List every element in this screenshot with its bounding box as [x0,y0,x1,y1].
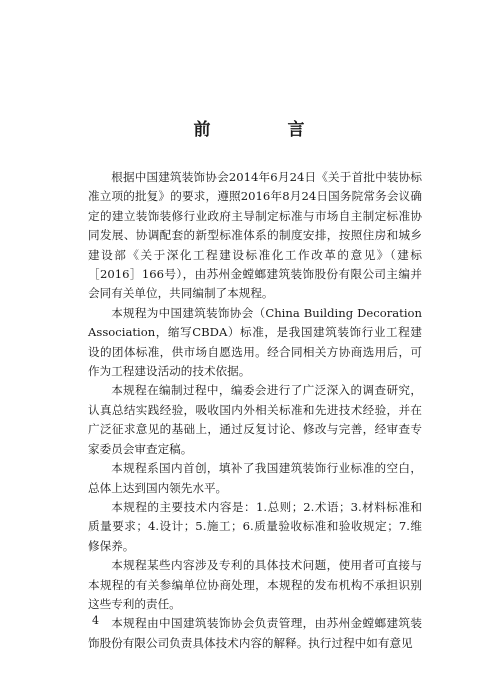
page-number: 4 [92,614,99,627]
paragraph-standard-type: 本规程为中国建筑装饰协会（China Building Decoration Association，缩写CBDA）标准，是我国建筑装饰行业工程建设的团体标准，供市场自愿选用。经合同相关方协商选用后，可作为工程建设活动的技术依据。 [88,305,422,379]
paragraph-level: 本规程系国内首创，填补了我国建筑装饰行业标准的空白，总体上达到国内领先水平。 [88,461,422,495]
preface-body [88,168,422,653]
paragraph-background: 根据中国建筑装饰协会2014年6月24日《关于首批中装协标准立项的批复》的要求，遵照2016年8月24日国务院常务会议确定的建立装饰装修行业政府主导制定标准与市场自主制定标准协同发展、协调配套的新型标准体系的制度安排，按照住房和城乡建设部《关于深化工程建设标准化工作改革的意见》（建标［2016］166号），由苏州金螳螂建筑装饰股份有限公司主编并会同有关单位，共同编制了本规程。 [88,170,422,301]
paragraph-compilation: 本规程在编制过程中，编委会进行了广泛深入的调查研究，认真总结实践经验，吸收国内外相关标准和先进技术经验，并在广泛征求意见的基础上，通过反复讨论、修改与完善，经审查专家委员会审查定稿。 [88,383,422,456]
paragraph-management: 本规程由中国建筑装饰协会负责管理，由苏州金螳螂建筑装饰股份有限公司负责具体技术内容的解释。执行过程中如有意见 [88,616,422,650]
paragraph-contents: 本规程的主要技术内容是：1.总则；2.术语；3.材料标准和质量要求；4.设计；5.施工；6.质量验收标准和验收规定；7.维修保养。 [88,499,422,553]
paragraph-patents: 本规程某些内容涉及专利的具体技术问题，使用者可直接与本规程的有关参编单位协商处理，本规程的发布机构不承担识别这些专利的责任。 [88,558,422,611]
page-title: 前 言 [193,120,335,140]
